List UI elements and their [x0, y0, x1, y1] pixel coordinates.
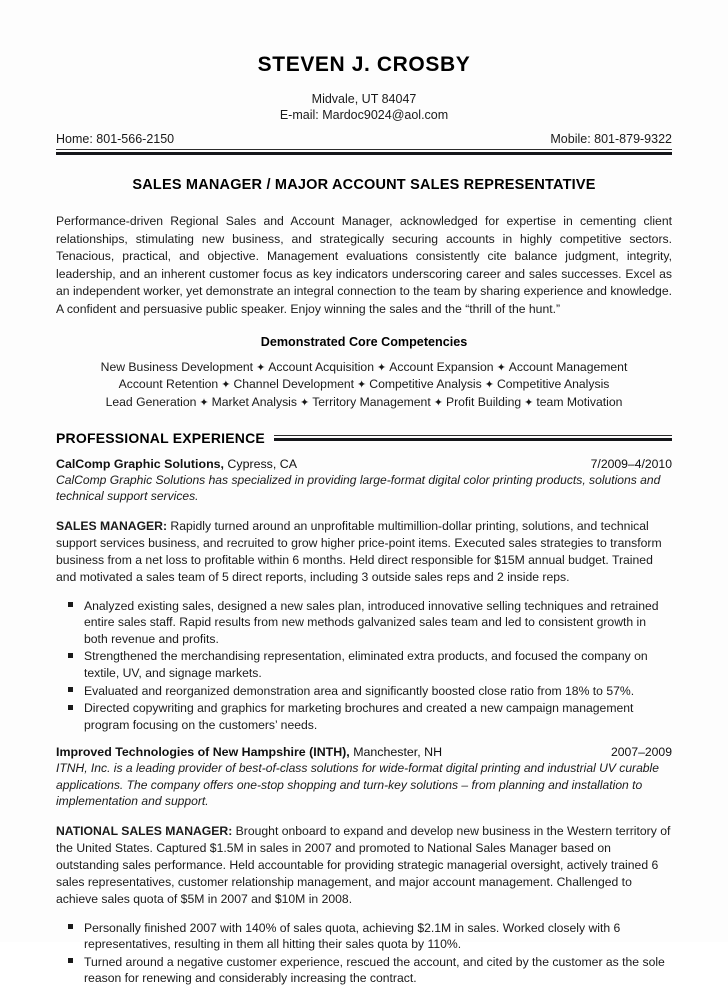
diamond-separator-icon: ✦	[433, 396, 443, 409]
achievement-text: Turned around a negative customer experience, rescued the account, and cited by the customer as the sole reason for renewing and considerably increasing the contract.	[84, 954, 665, 986]
diamond-separator-icon: ✦	[256, 361, 266, 374]
competency-item: Market Analysis	[211, 394, 297, 409]
diamond-separator-icon: ✦	[199, 396, 209, 409]
experience-heading-label: PROFESSIONAL EXPERIENCE	[56, 430, 265, 447]
job-role-paragraph	[56, 810, 672, 909]
job-dates: 2007–2009	[610, 745, 672, 760]
professional-summary: Performance-driven Regional Sales and Account Manager, acknowledged for expertise in cementing client relationships, stimulating new business, and strategically securing accounts in highly competitive sectors. Tenacious, practical, and objective. Management evaluations consistently cite balance judgment, integrity, leadership, and an inherent customer focus as key indicators underscoring career and sales successes. Excel as an independent worker, yet demonstrate an integral connection to the team by sharing experience and knowledge. A confident and persuasive public speaker. Enjoy winning the sales and the “thrill of the hunt.”	[56, 214, 672, 316]
diamond-separator-icon: ✦	[496, 361, 506, 374]
job-employer: CalComp Graphic Solutions,	[56, 457, 224, 472]
job-location: Manchester, NH	[349, 745, 443, 760]
home-phone: Home: 801-566-2150	[56, 132, 175, 146]
competency-item: Account Retention	[118, 377, 219, 392]
competencies-list	[56, 349, 672, 412]
achievement-bullet	[56, 683, 672, 701]
job-employer-line	[56, 457, 297, 471]
competency-item: Channel Development	[233, 377, 355, 392]
job-company-description: ITNH, Inc. is a leading provider of best-of-class solutions for wide-format digital printing and industrial UV curable applications. The company offers one-stop shopping and turn-key solutions – from planning and installation to implementation and support.	[56, 761, 659, 809]
job-dates: 7/2009–4/2010	[590, 457, 672, 472]
job-header	[56, 734, 672, 759]
mobile-phone: Mobile: 801-879-9322	[550, 132, 672, 146]
job-role-title: SALES MANAGER:	[56, 518, 168, 533]
achievement-bullet	[56, 954, 672, 988]
job-header	[56, 446, 672, 471]
competency-item: Competitive Analysis	[496, 377, 610, 392]
email-line: E-mail: Mardoc9024@aol.com	[279, 108, 449, 122]
document-title: SALES MANAGER / MAJOR ACCOUNT SALES REPRESENTATIVE	[132, 177, 596, 193]
competency-row	[56, 394, 672, 412]
square-bullet-icon	[56, 920, 84, 953]
competency-item: team Motivation	[536, 394, 623, 409]
competency-row	[56, 376, 672, 394]
job-employer-line	[56, 745, 442, 759]
competency-row	[56, 359, 672, 377]
diamond-separator-icon: ✦	[299, 396, 310, 409]
competency-item: Profit Building	[445, 394, 522, 409]
job-company-description: CalComp Graphic Solutions has specialized in providing large-format digital color printing products, solutions and technical support services.	[56, 473, 661, 504]
achievement-bullet	[56, 648, 672, 682]
contact-block	[56, 91, 672, 123]
competency-item: Account Expansion	[389, 359, 494, 374]
job-role-title: NATIONAL SALES MANAGER:	[56, 823, 233, 838]
competency-item: Territory Management	[312, 394, 431, 409]
address-line: Midvale, UT 84047	[311, 92, 417, 106]
achievement-text: Personally finished 2007 with 140% of sales quota, achieving $2.1M in sales. Worked closely with 6 representatives, resulting in them all hitting their sales quota by 110%.	[84, 920, 621, 952]
achievement-text: Directed copywriting and graphics for marketing brochures and created a new campaign management program focusing on the customers’ needs.	[84, 701, 634, 732]
square-bullet-icon	[56, 598, 84, 648]
phone-row	[56, 132, 672, 146]
square-bullet-icon	[56, 954, 84, 987]
experience-section-heading	[56, 411, 672, 446]
job-employer: Improved Technologies of New Hampshire (INTH),	[56, 745, 350, 760]
competency-item: New Business Development	[100, 359, 254, 374]
diamond-separator-icon: ✦	[357, 379, 367, 392]
diamond-separator-icon: ✦	[484, 379, 494, 392]
job-role-text: Brought onboard to expand and develop new business in the Western territory of the United States. Captured $1.5M in sales in 2007 and promoted to National Sales Manager based on outstanding sales performance. Held accountable for providing strategic managerial oversight, actively trained 6 sales representatives, customer relationship management, and major account management. Challenged to achieve sales quota of $5M in 2007 and $10M in 2008.	[56, 823, 671, 907]
job-achievements	[56, 909, 672, 988]
job-role-text: Rapidly turned around an unprofitable multimillion-dollar printing, solutions, and technical support services business, and recruited to grow higher price-point items. Executed sales strategies to transform business from a net loss to profitable within 6 months. Held direct responsible for $15M annual budget. Trained and motivated a sales team of 5 direct reports, including 3 outside sales reps and 2 inside reps.	[56, 518, 662, 585]
diamond-separator-icon: ✦	[524, 396, 534, 409]
job-location: Cypress, CA	[223, 457, 297, 472]
competency-item: Lead Generation	[105, 394, 197, 409]
experience-heading-rule	[274, 435, 672, 441]
competency-item: Account Management	[508, 359, 628, 374]
achievement-text: Evaluated and reorganized demonstration area and significantly boosted close ratio from 18% to 57%.	[84, 683, 635, 698]
experience-jobs	[56, 446, 672, 988]
competencies-heading: Demonstrated Core Competencies	[260, 334, 468, 349]
job-achievements	[56, 587, 672, 735]
achievement-bullet	[56, 598, 672, 649]
achievement-bullet	[56, 700, 672, 734]
achievement-bullet	[56, 920, 672, 954]
competency-item: Account Acquisition	[268, 359, 374, 374]
achievement-text: Analyzed existing sales, designed a new sales plan, introduced innovative selling techniques and retrained entire sales staff. Rapid results from new methods galvanized sales team and led to consistent growth in both revenue and profits.	[84, 598, 659, 646]
job-role-paragraph	[56, 505, 672, 587]
competency-item: Competitive Analysis	[369, 377, 482, 392]
achievement-text: Strengthened the merchandising representation, eliminated extra products, and focused the company on textile, UV, and signage markets.	[84, 649, 648, 681]
square-bullet-icon	[56, 700, 84, 733]
diamond-separator-icon: ✦	[377, 361, 387, 374]
square-bullet-icon	[56, 648, 84, 681]
candidate-name: STEVEN J. CROSBY	[257, 53, 471, 76]
diamond-separator-icon: ✦	[221, 379, 231, 392]
square-bullet-icon	[56, 683, 84, 700]
